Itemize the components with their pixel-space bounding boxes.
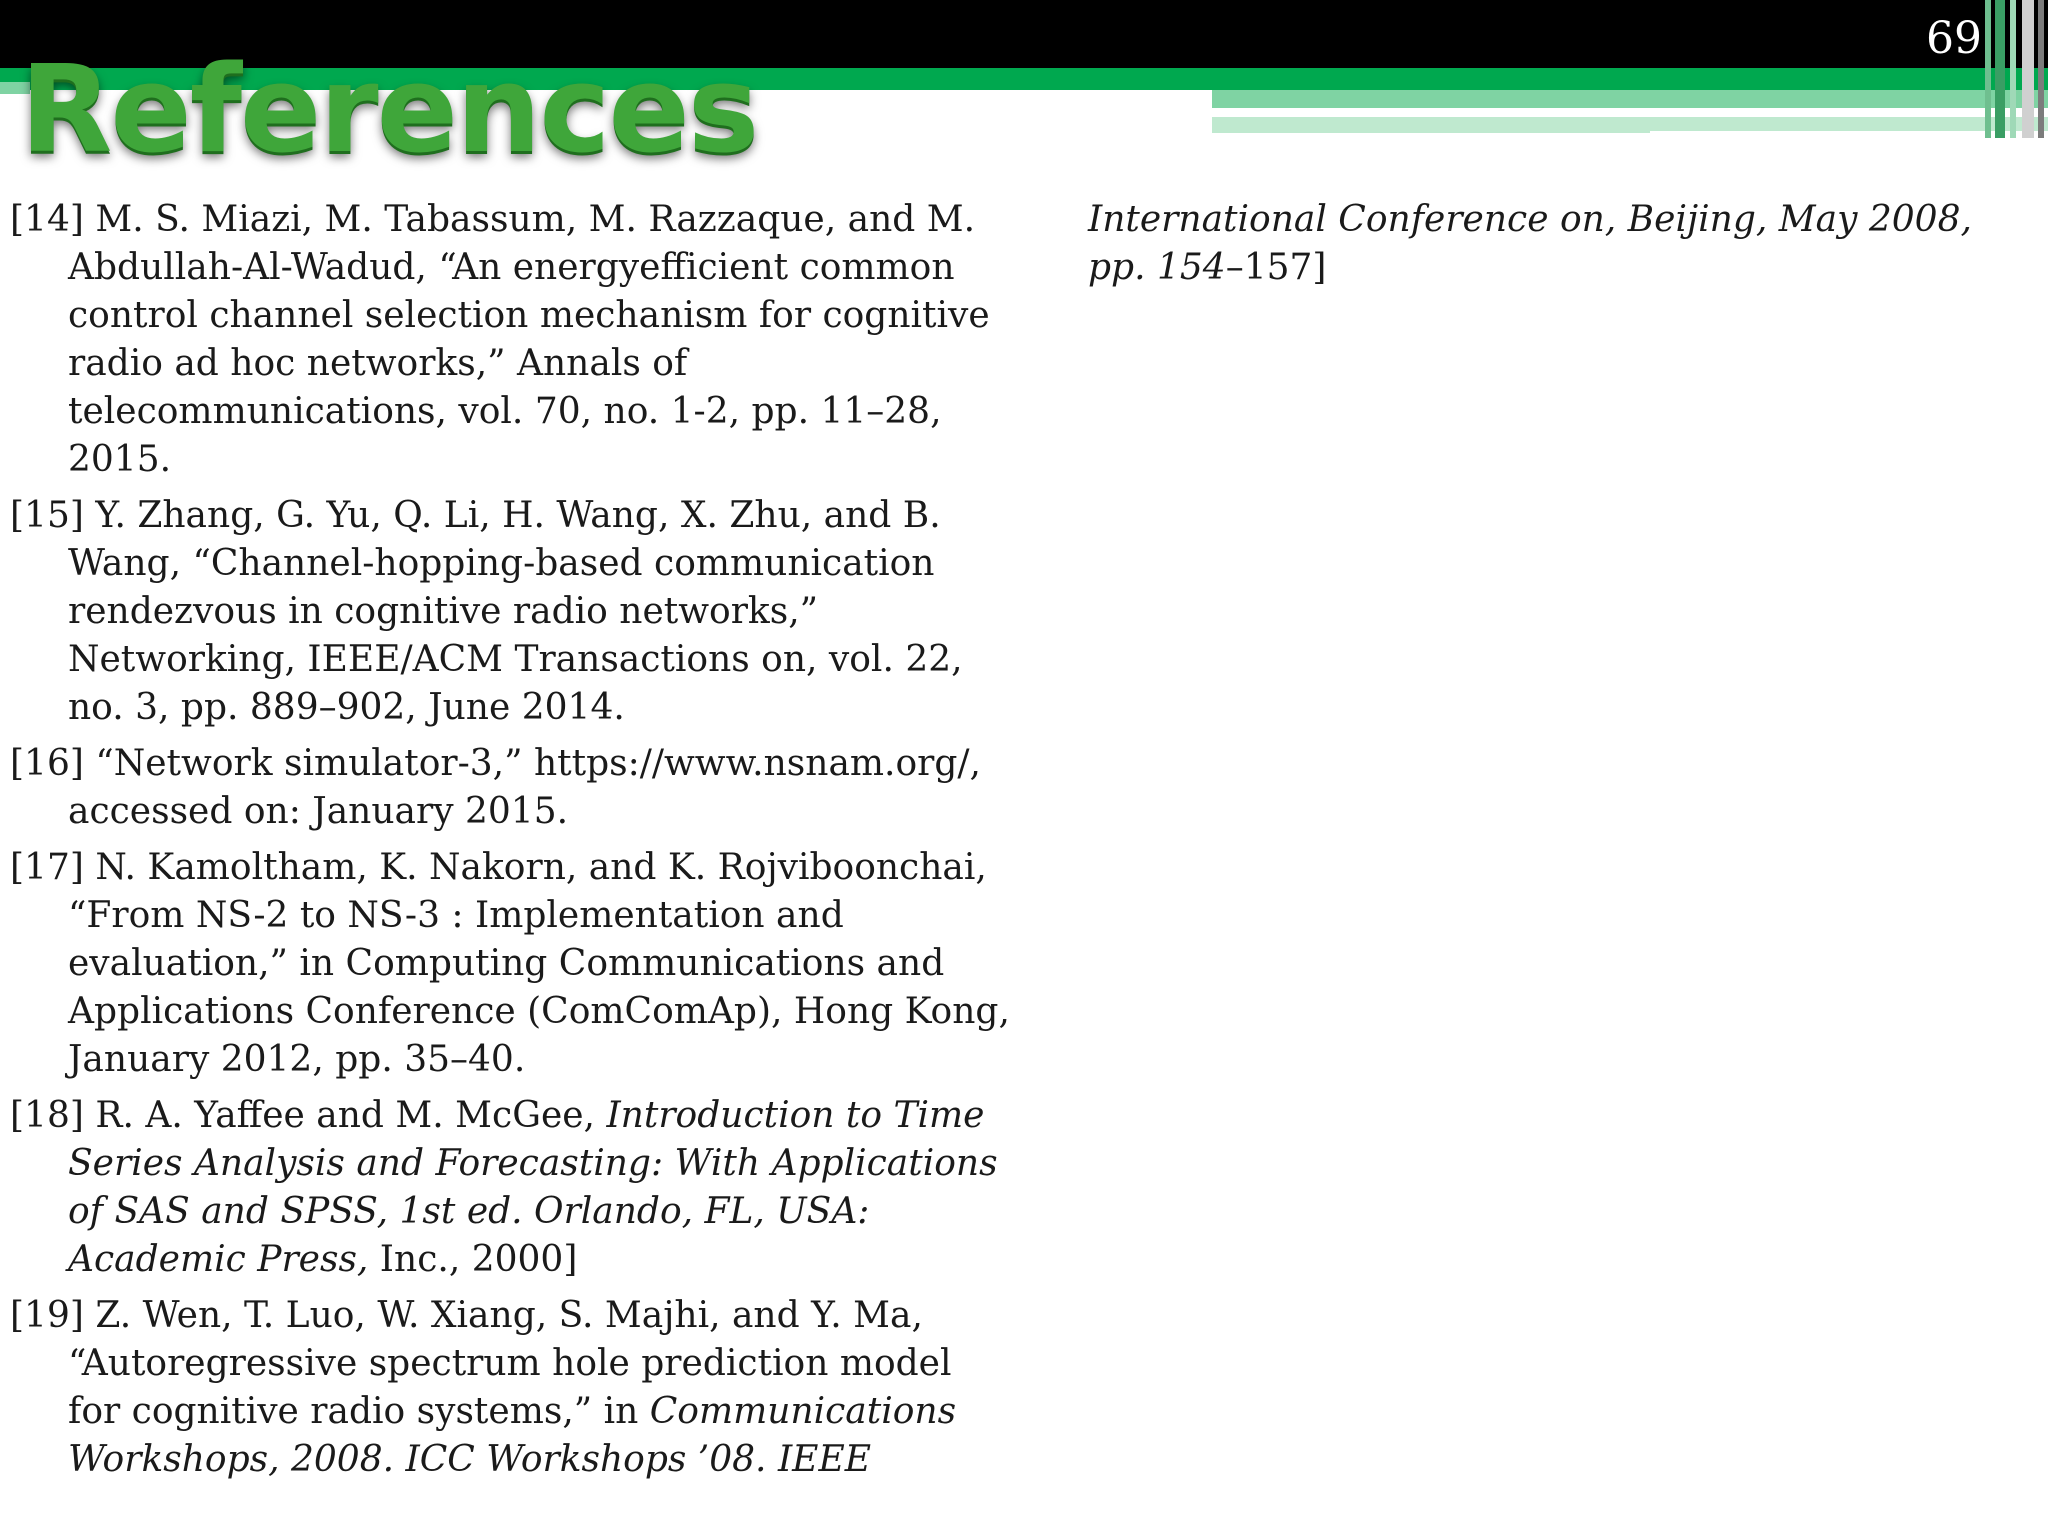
slide-title: References <box>20 41 758 180</box>
header-white-line <box>1212 110 1898 117</box>
header-vertical-bar <box>1995 0 2005 138</box>
header-light-green-band <box>1212 90 2048 108</box>
reference-19-continuation <box>1088 196 2038 292</box>
reference-item-16: [16] “Network simulator-3,” https://www.nsnam.org/, accessed on: January 2015. <box>10 743 981 832</box>
reference-19-continuation-venue: International Conference on, Beijing, May 2008, pp. 154 <box>1088 199 1972 288</box>
header-vertical-bar <box>1985 0 1991 138</box>
reference-item-14: [14] M. S. Miazi, M. Tabassum, M. Razzaque, and M. Abdullah-Al-Wadud, “An energyefficient common control channel selection mechanism for cognitive radio ad hoc networks,” Annals of telecommunications, vol. 70, no. 1-2, pp. 11–28, 2015. <box>10 199 990 480</box>
header-vertical-bar <box>2010 0 2016 138</box>
header-vertical-bar <box>2038 0 2044 138</box>
reference-18-authors: [18] R. A. Yaffee and M. McGee, <box>10 1095 607 1136</box>
reference-item-17: [17] N. Kamoltham, K. Nakorn, and K. Rojviboonchai, “From NS-2 to NS-3 : Implementation and evaluation,” in Computing Communications and Applications Conference (ComComAp), Hong Kong, January 2012, pp. 35–40. <box>10 847 1010 1080</box>
references-column-right <box>1088 196 2038 300</box>
reference-19-authors: [19] Z. Wen, T. Luo, W. Xiang, S. Majhi, and Y. Ma, “Autoregressive spectrum hole prediction model for cognitive radio systems,” in <box>10 1295 952 1432</box>
reference-item-19 <box>10 1292 1010 1484</box>
reference-item-18 <box>10 1092 1010 1284</box>
reference-18-tail: Inc., 2000] <box>368 1239 578 1280</box>
reference-19-venue: Communications Workshops, 2008. ICC Workshops ’08. IEEE <box>68 1391 957 1480</box>
references-column-left <box>10 196 1010 1492</box>
reference-19-continuation-pages: –157] <box>1225 247 1327 288</box>
page-number: 69 <box>1926 13 1982 64</box>
header-vertical-bar <box>2022 0 2034 138</box>
reference-item-15: [15] Y. Zhang, G. Yu, Q. Li, H. Wang, X. Zhu, and B. Wang, “Channel-hopping-based communication rendezvous in cognitive radio networks,” Networking, IEEE/ACM Transactions on, vol. 22, no. 3, pp. 889–902, June 2014. <box>10 495 963 728</box>
reference-18-title: Introduction to Time Series Analysis and Forecasting: With Applications of SAS and SPSS, 1st ed. Orlando, FL, USA: Academic Press, <box>68 1095 998 1280</box>
